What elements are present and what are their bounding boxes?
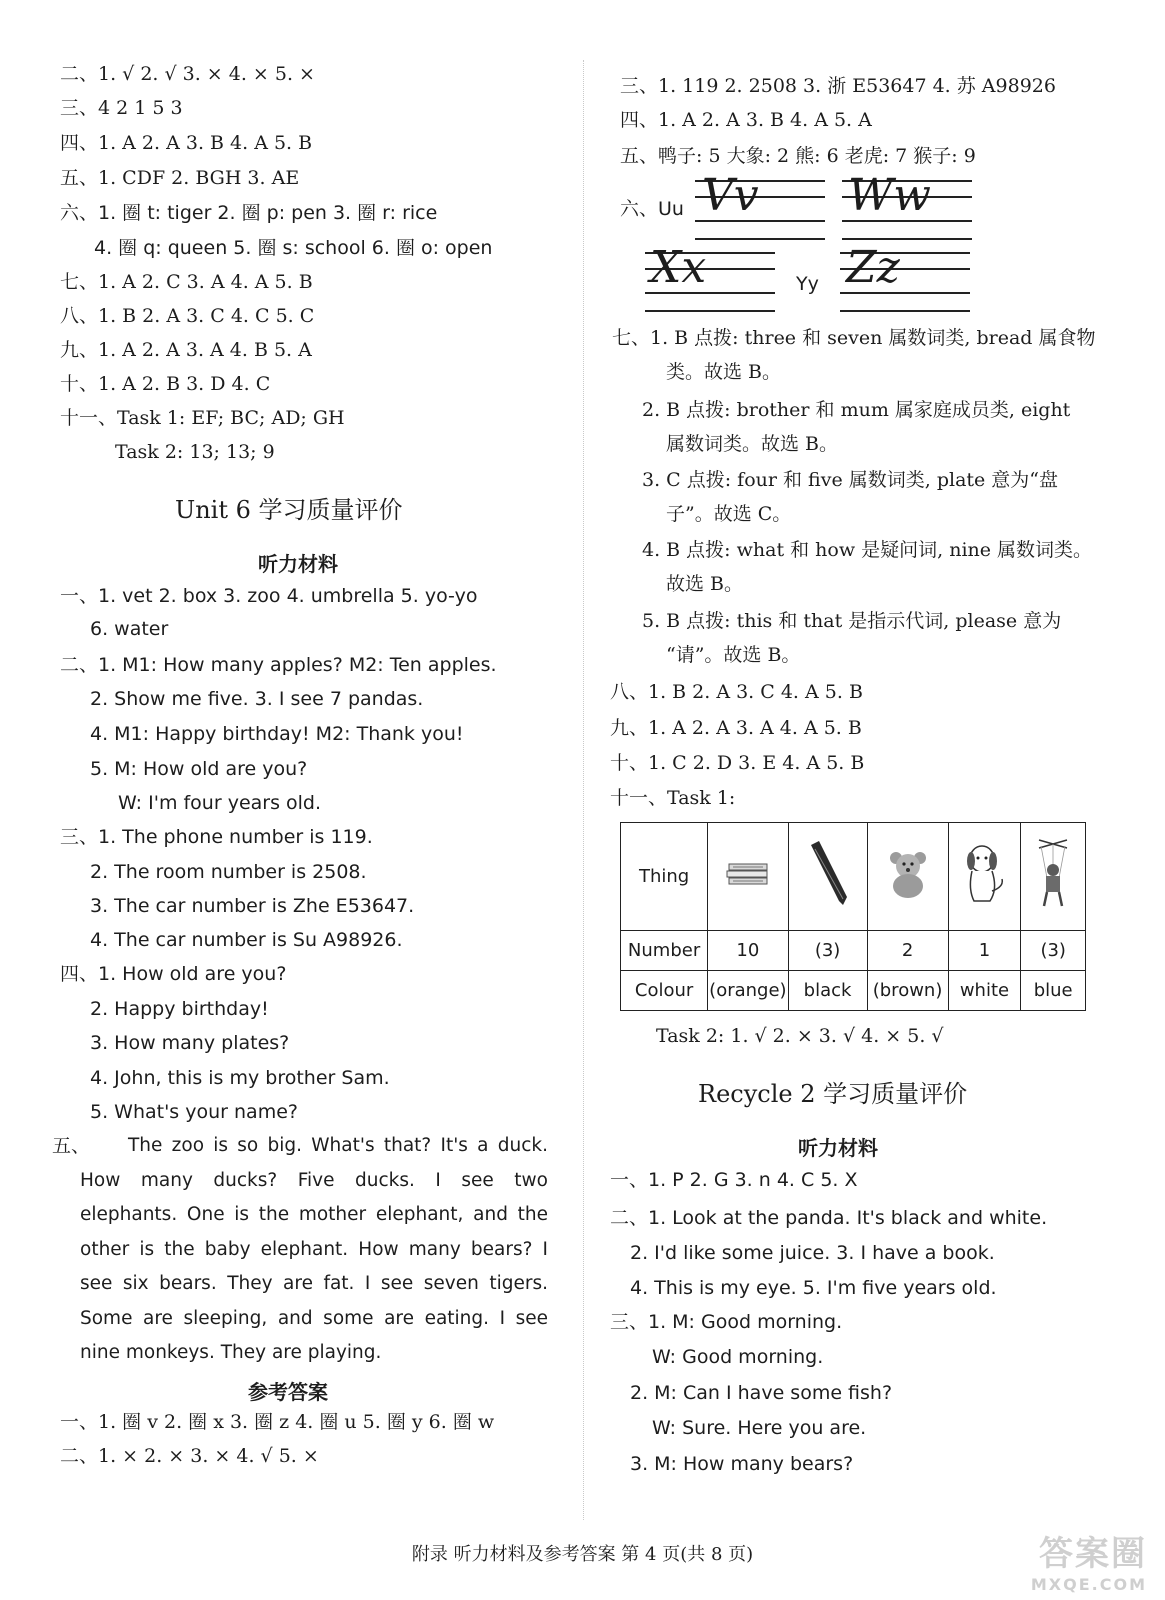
listening-line: 3. How many plates? [90,1032,290,1054]
listening-line: 二、1. M1: How many apples? M2: Ten apples. [60,654,497,676]
listening-line: 2. Show me five. 3. I see 7 pandas. [90,688,424,710]
number-cell: 2 [867,931,948,971]
handwriting-rule [645,310,775,312]
listening-line: 5. M: How old are you? [90,758,308,780]
explanation-line: 七、1. B 点拨: three 和 seven 属数词类, bread 属食物 [612,327,1096,349]
handwriting-vv: Vv [702,170,759,221]
listening-line: W: I'm four years old. [118,792,322,814]
recycle2-heading: Recycle 2 学习质量评价 [698,1080,968,1108]
plates-icon [708,823,788,931]
listening-line: 6. water [90,618,169,640]
listening-line: 2. M: Can I have some fish? [630,1382,893,1404]
listening-line: 四、1. How old are you? [60,963,287,985]
colour-cell: (brown) [867,971,948,1011]
puppet-icon [1021,823,1086,931]
answer-line: 一、1. 圈 v 2. 圈 x 3. 圈 z 4. 圈 u 5. 圈 y 6. 圈 w [60,1411,495,1433]
answer-line: 十、1. C 2. D 3. E 4. A 5. B [610,752,865,774]
listening-line: 一、1. P 2. G 3. n 4. C 5. X [610,1169,858,1191]
listening-line: W: Good morning. [652,1346,824,1368]
answer-line: 五、鸭子: 5 大象: 2 熊: 6 老虎: 7 猴子: 9 [620,145,976,167]
listening-line: 2. I'd like some juice. 3. I have a book. [630,1242,995,1264]
colour-cell: blue [1021,971,1086,1011]
task1-table [620,822,1086,1011]
listening-line: 4. The car number is Su A98926. [90,929,403,951]
explanation-line: 2. B 点拨: brother 和 mum 属家庭成员类, eight [642,399,1071,421]
handwriting-label: Yy [796,273,819,295]
listening-heading: 听力材料 [258,552,338,576]
pen-icon [788,823,867,931]
listening-line: 二、1. Look at the panda. It's black and white. [610,1207,1048,1229]
answer-line: 八、1. B 2. A 3. C 4. C 5. C [60,305,315,327]
dog-icon [948,823,1021,931]
listening-line: 一、1. vet 2. box 3. zoo 4. umbrella 5. yo-yo [60,585,478,607]
listening-line: 三、1. The phone number is 119. [60,826,373,848]
row-label: Number [621,931,708,971]
handwriting-rule [842,238,972,240]
section-label: 五、 [52,1135,91,1157]
colour-cell: white [948,971,1021,1011]
explanation-line: 子”。故选 C。 [666,503,792,525]
teddy-bear-icon [867,823,948,931]
listening-line: 2. Happy birthday! [90,998,269,1020]
handwriting-zz: Zz [846,242,900,293]
answer-line: 三、1. 119 2. 2508 3. 浙 E53647 4. 苏 A98926 [620,75,1056,97]
listening-line: 3. The car number is Zhe E53647. [90,895,415,917]
row-label: Thing [621,823,708,931]
explanation-line: 属数词类。故选 B。 [666,433,839,455]
listening-line: 三、1. M: Good morning. [610,1311,843,1333]
answer-line: 四、1. A 2. A 3. B 4. A 5. B [60,132,313,154]
listening-passage: The zoo is so big. What's that? It's a duck. How many ducks? Five ducks. I see two elephants. One is the mother elephant, and the other is the baby elephant. How many bears? I see six bears. They are fat. I see seven tigers. Some are sleeping, and some are eating. I see nine monkeys. They are playing. [80,1135,548,1363]
answer-line: 五、1. CDF 2. BGH 3. AE [60,167,300,189]
number-cell: (3) [788,931,867,971]
explanation-line: 类。故选 B。 [666,361,782,383]
colour-cell: black [788,971,867,1011]
explanation-line: “请”。故选 B。 [666,644,801,666]
column-divider [583,60,584,1520]
answer-line: 十、1. A 2. B 3. D 4. C [60,373,271,395]
page-footer: 附录 听力材料及参考答案 第 4 页(共 8 页) [411,1544,754,1565]
handwriting-rule [695,238,825,240]
listening-line: 4. M1: Happy birthday! M2: Thank you! [90,723,464,745]
answer-line: 十一、Task 1: EF; BC; AD; GH [60,407,345,429]
listening-line: 2. The room number is 2508. [90,861,367,883]
answer-line: 九、1. A 2. A 3. A 4. B 5. A [60,339,312,361]
answer-line: 三、4 2 1 5 3 [60,97,183,119]
answer-line: Task 2: 13; 13; 9 [115,441,275,463]
number-cell: 10 [708,931,788,971]
answers-heading: 参考答案 [248,1380,328,1404]
listening-line: W: Sure. Here you are. [652,1417,867,1439]
handwriting-rule [840,310,970,312]
handwriting-label: 六、Uu [620,198,684,220]
unit6-heading: Unit 6 学习质量评价 [175,496,403,524]
answer-line: 八、1. B 2. A 3. C 4. A 5. B [610,681,863,703]
answer-line: 4. 圈 q: queen 5. 圈 s: school 6. 圈 o: open [94,237,493,259]
number-cell: 1 [948,931,1021,971]
explanation-line: 故选 B。 [666,573,744,595]
answer-line: 四、1. A 2. A 3. B 4. A 5. A [620,109,872,131]
answer-line: 二、1. √ 2. √ 3. × 4. × 5. × [60,63,315,85]
listening-line: 5. What's your name? [90,1101,298,1123]
listening-line: 3. M: How many bears? [630,1453,854,1475]
answer-line: 九、1. A 2. A 3. A 4. A 5. B [610,717,862,739]
row-label: Colour [621,971,708,1011]
answer-line: 十一、Task 1: [610,787,736,809]
answer-line: 七、1. A 2. C 3. A 4. A 5. B [60,271,313,293]
listening-heading: 听力材料 [798,1136,878,1160]
handwriting-xx: Xx [650,242,707,293]
watermark-logo: 答案圈 MXQE.COM [1030,1534,1147,1594]
listening-line: 4. John, this is my brother Sam. [90,1067,390,1089]
explanation-line: 4. B 点拨: what 和 how 是疑问词, nine 属数词类。 [642,539,1093,561]
explanation-line: 5. B 点拨: this 和 that 是指示代词, please 意为 [642,610,1062,632]
colour-cell: (orange) [708,971,788,1011]
answer-line: 二、1. × 2. × 3. × 4. √ 5. × [60,1445,319,1467]
handwriting-ww: Ww [848,170,931,221]
answer-line: Task 2: 1. √ 2. × 3. √ 4. × 5. √ [656,1025,944,1047]
listening-line: 4. This is my eye. 5. I'm five years old. [630,1277,997,1299]
answer-line: 六、1. 圈 t: tiger 2. 圈 p: pen 3. 圈 r: rice [60,202,438,224]
number-cell: (3) [1021,931,1086,971]
explanation-line: 3. C 点拨: four 和 five 属数词类, plate 意为“盘 [642,469,1059,491]
